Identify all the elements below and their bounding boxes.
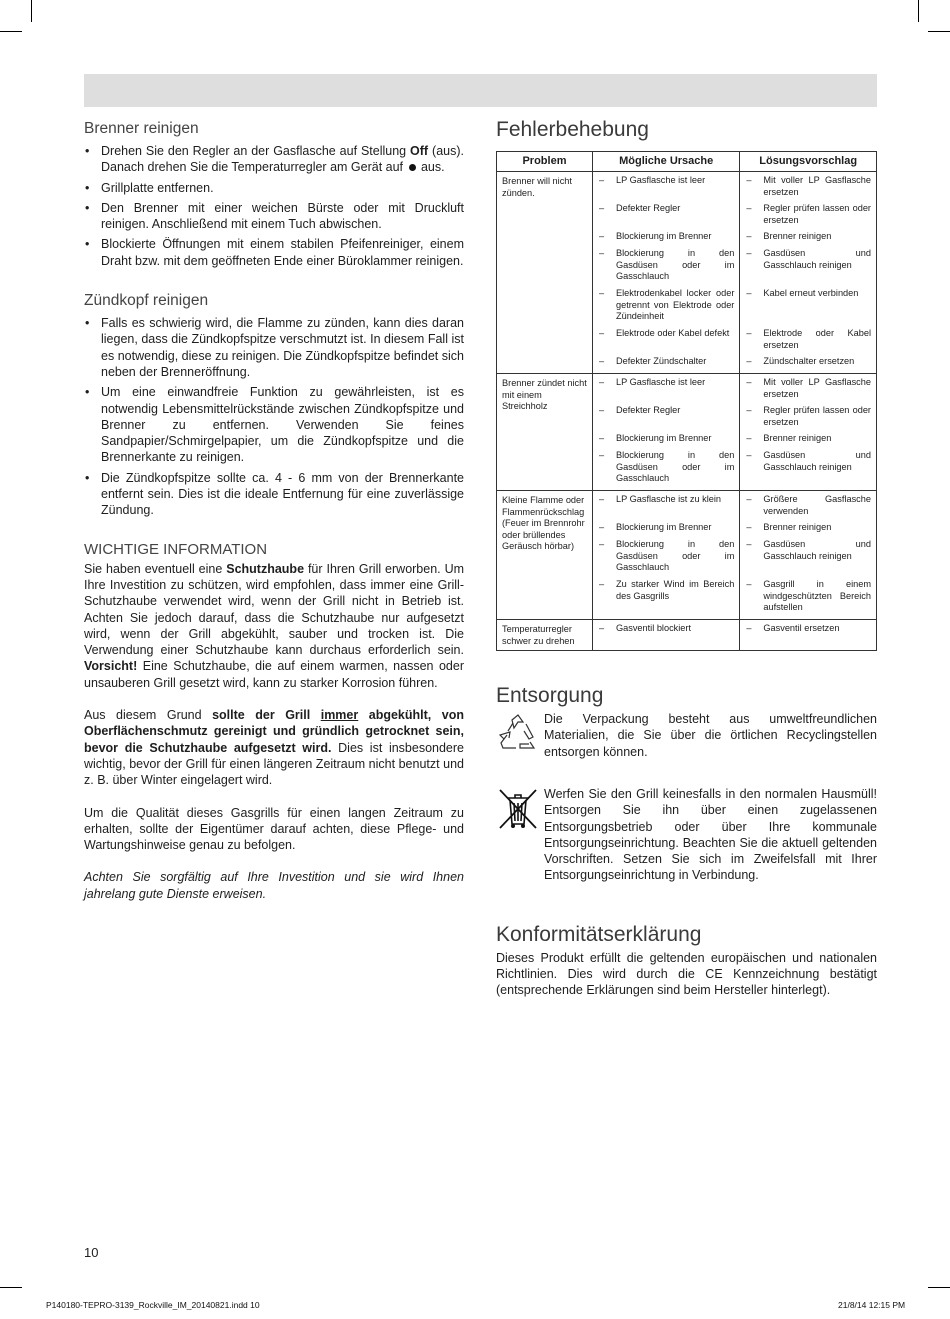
cause-item: – Blockierung in den Gasdüsen oder im Gasschlauch — [593, 248, 739, 283]
left-column — [84, 120, 464, 902]
cause-item: – Blockierung im Brenner — [593, 231, 739, 243]
title-fehlerbehebung: Fehlerbehebung — [496, 118, 649, 141]
solution-cell — [740, 620, 877, 651]
dot-icon — [409, 164, 416, 171]
section-title-wichtig: WICHTIGE INFORMATION — [84, 540, 268, 558]
cause-item: – Gasventil blockiert — [593, 623, 739, 635]
weee-row — [496, 786, 877, 884]
title-konformitaet: Konformitätserklärung — [496, 922, 702, 946]
solution-item: – Gasventil ersetzen — [740, 623, 876, 635]
cause-cell — [592, 620, 739, 651]
table-row — [497, 620, 877, 651]
crop-mark — [928, 1287, 950, 1288]
solution-item: – Brenner reinigen — [740, 522, 876, 534]
solution-item: – Elektrode oder Kabel ersetzen — [740, 328, 876, 351]
solution-item: – Gasgrill in einem windgeschützten Bereich aufstellen — [740, 579, 876, 614]
paragraph-qualitaet: Um die Qualität dieses Gasgrills für einen langen Zeitraum zu erhalten, sollte der Eigentümer darauf achten, diese Pflege- und Wartungshinweise genau zu befolgen. — [84, 805, 464, 853]
crop-mark — [0, 1287, 22, 1288]
solution-item: – Brenner reinigen — [740, 433, 876, 445]
cause-item: – LP Gasflasche ist leer — [593, 377, 739, 400]
solution-cell — [740, 491, 877, 620]
slug-right: 21/8/14 12:15 PM — [838, 1300, 906, 1310]
list-item: • Falls es schwierig wird, die Flamme zu zünden, kann dies daran liegen, dass die Zündkopfspitze verschmutzt ist. In diesem Fall ist es notwendig, diese zu reinigen. Die Zündkopfspitze befindet sich neben der Brenneröffnung. — [84, 315, 464, 380]
list-item: • Den Brenner mit einer weichen Bürste oder mit Druckluft reinigen. Anschließend mit einem Tuch abwischen. — [84, 200, 464, 233]
cause-item: – Elektrodenkabel locker oder getrennt von Elektrode oder Zündeinheit — [593, 288, 739, 323]
list-item: • Blockierte Öffnungen mit einem stabilen Pfeifenreiniger, einem Draht bzw. mit dem geöffneten Ende einer Büroklammer reinigen. — [84, 236, 464, 269]
cause-item: – Elektrode oder Kabel defekt — [593, 328, 739, 351]
paragraph-grund: Aus diesem Grund sollte der Grill immer abgekühlt, von Oberflächenschmutz gereinigt und gründlich getrocknet sein, bevor die Schutzhaube aufgesetzt wird. Dies ist insbesondere wichtig, bevor der Grill für einen längeren Zeitraum nicht benutzt und z. B. über Winter eingelagert wird. — [84, 708, 464, 788]
crop-mark — [31, 0, 32, 22]
table-header: Problem — [497, 152, 593, 172]
paragraph-investition: Achten Sie sorgfältig auf Ihre Investition und sie wird Ihnen jahrelang gute Dienste erweisen. — [84, 870, 464, 901]
slug-left: P140180-TEPRO-3139_Rockville_IM_20140821.indd 10 — [46, 1300, 260, 1310]
crossed-bin-icon — [496, 786, 540, 837]
solution-cell — [740, 172, 877, 374]
cause-item: – Blockierung in den Gasdüsen oder im Gasschlauch — [593, 450, 739, 485]
crop-mark — [918, 0, 919, 22]
table-header: Lösungsvorschlag — [740, 152, 877, 172]
cause-cell — [592, 172, 739, 374]
problem-cell: Brenner will nicht zünden. — [497, 172, 593, 374]
paragraph-schutzhaube: Sie haben eventuell eine Schutzhaube für Ihren Grill erworben. Um Ihre Investition zu schützen, wird empfohlen, dass immer eine Grill-Schutzhaube verwendet wird, wenn der Grill nicht in Betrieb ist. Achten Sie jedoch darauf, dass die Schutzhaube nur aufgesetzt wird, wenn der Grill abgekühlt, sauber und trocken ist. Die Verwendung einer Schutzhaube kann durchaus erforderlich sein. Vorsicht! Eine Schutzhaube, die auf einem warmen, nassen oder unsauberen Grill gesetzt wird, kann zu starker Korrosion führen. — [84, 561, 465, 690]
solution-item: – Gasdüsen und Gasschlauch reinigen — [740, 450, 876, 485]
table-row — [497, 374, 877, 491]
list-item: • Grillplatte entfernen. — [84, 180, 464, 196]
konformitaet-text: Dieses Produkt erfüllt die geltenden europäischen und nationalen Richtlinien. Dies wird durch die CE Kennzeichnung bestätigt (entsprechende Erklärungen sind beim Hersteller hinterlegt). — [496, 950, 877, 998]
cause-item: – Defekter Zündschalter — [593, 356, 739, 368]
crop-mark — [0, 31, 22, 32]
page-number: 10 — [84, 1245, 99, 1260]
solution-item: – Größere Gasflasche verwenden — [740, 494, 876, 517]
solution-item: – Gasdüsen und Gasschlauch reinigen — [740, 248, 876, 283]
solution-item: – Regler prüfen lassen oder ersetzen — [740, 203, 876, 226]
solution-item: – Gasdüsen und Gasschlauch reinigen — [740, 539, 876, 574]
cause-item: – LP Gasflasche ist zu klein — [593, 494, 739, 517]
solution-item: – Mit voller LP Gasflasche ersetzen — [740, 377, 876, 400]
crop-mark — [928, 31, 950, 32]
table-row — [497, 491, 877, 620]
solution-item: – Regler prüfen lassen oder ersetzen — [740, 405, 876, 428]
table-row — [497, 172, 877, 374]
cause-cell — [592, 491, 739, 620]
header-bar — [84, 74, 877, 107]
cause-item: – Defekter Regler — [593, 203, 739, 226]
brenner-list — [84, 143, 464, 269]
problem-cell: Brenner zündet nicht mit einem Streichholz — [497, 374, 593, 491]
cause-item: – Defekter Regler — [593, 405, 739, 428]
list-item: • Drehen Sie den Regler an der Gasflasche auf Stellung Off (aus). Danach drehen Sie die Temperaturregler am Gerät auf aus. — [84, 143, 464, 176]
troubleshooting-table — [496, 151, 877, 651]
cause-item: – Blockierung im Brenner — [593, 522, 739, 534]
solution-item: – Mit voller LP Gasflasche ersetzen — [740, 175, 876, 198]
solution-item: – Zündschalter ersetzen — [740, 356, 876, 368]
title-entsorgung: Entsorgung — [496, 684, 604, 707]
solution-item: – Brenner reinigen — [740, 231, 876, 243]
table-header: Mögliche Ursache — [592, 152, 739, 172]
cause-cell — [592, 374, 739, 491]
cause-item: – Blockierung in den Gasdüsen oder im Gasschlauch — [593, 539, 739, 574]
recycling-icon — [496, 711, 540, 760]
cause-item: – Blockierung im Brenner — [593, 433, 739, 445]
cause-item: – Zu starker Wind im Bereich des Gasgrills — [593, 579, 739, 614]
problem-cell: Kleine Flamme oder Flammenrückschlag (Feuer im Brennrohr oder brüllendes Geräusch hörbar) — [497, 491, 593, 620]
zuendkopf-list — [84, 315, 464, 519]
solution-cell — [740, 374, 877, 491]
problem-cell: Temperaturregler schwer zu drehen — [497, 620, 593, 651]
section-title-zuendkopf: Zündkopf reinigen — [84, 292, 209, 310]
right-column — [496, 118, 877, 999]
solution-item: – Kabel erneut verbinden — [740, 288, 876, 323]
list-item: • Um eine einwandfreie Funktion zu gewährleisten, ist es notwendig Lebensmittelrückstände zwischen Zündkopfspitze und Brenner zu entfernen. Verwenden Sie feines Sandpapier/Schmirgelpapier, um die Zündkopfspitze und die Brennerkante zu reinigen. — [84, 384, 464, 465]
cause-item: – LP Gasflasche ist leer — [593, 175, 739, 198]
recycling-row — [496, 711, 877, 760]
entsorgung-text-1: Die Verpackung besteht aus umweltfreundlichen Materialien, die Sie über die örtlichen Recyclingstellen entsorgen können. — [544, 712, 877, 759]
list-item: • Die Zündkopfspitze sollte ca. 4 - 6 mm von der Brennerkante entfernt sein. Dies ist die ideale Entfernung für eine zuverlässige Zündung. — [84, 470, 464, 519]
section-title-brenner: Brenner reinigen — [84, 120, 199, 137]
entsorgung-text-2: Werfen Sie den Grill keinesfalls in den normalen Hausmüll! Entsorgen Sie ihn über einen zugelassenen Entsorgungsbetrieb oder über Ihre kommunale Entsorgungseinrichtung. Beachten Sie die aktuell geltenden Vorschriften. Setzen Sie sich im Zweifelsfall mit Ihrer Entsorgungseinrichtung in Verbindung. — [544, 787, 877, 883]
